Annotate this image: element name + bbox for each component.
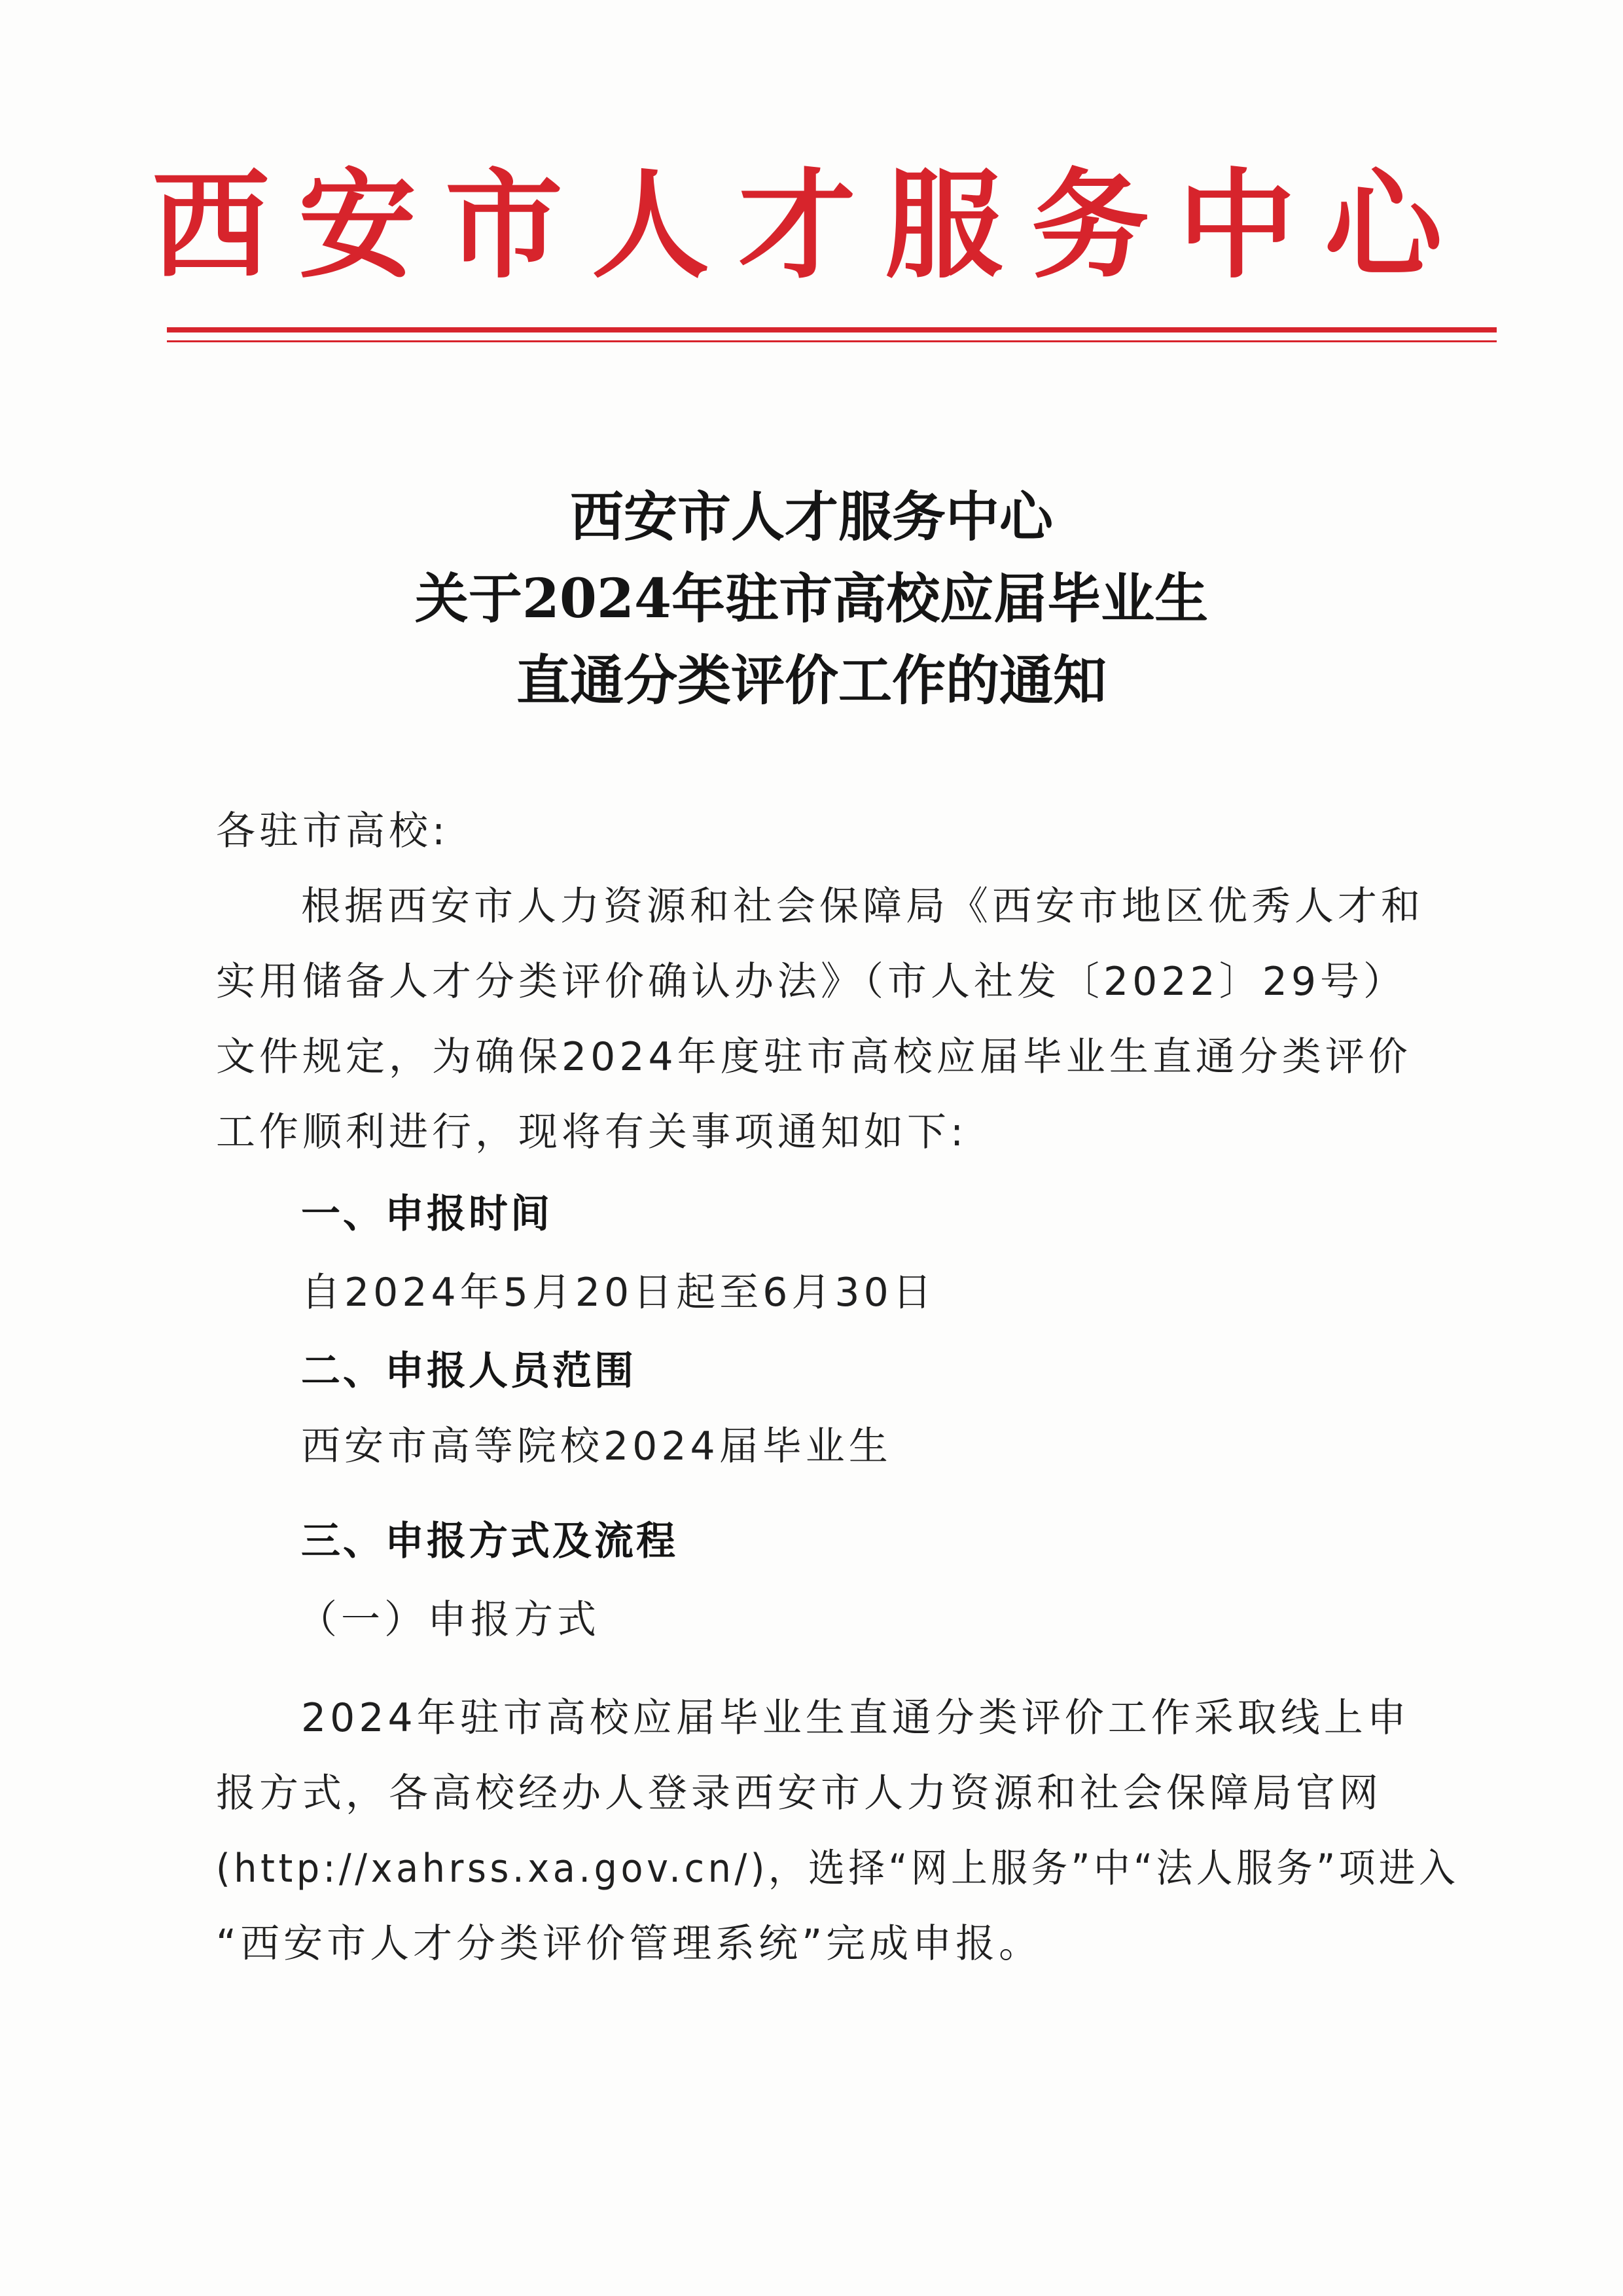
title-line-3: 直通分类评价工作的通知: [516, 649, 1107, 712]
letterhead-org-name: 西安市人才服务中心: [151, 156, 1471, 295]
section-3-line-4: “西安市人才分类评价管理系统”完成申报。: [216, 1921, 1043, 1967]
section-1-content: 自2024年5月20日起至6月30日: [301, 1270, 936, 1316]
letterhead-rule-thick: [167, 327, 1497, 332]
section-3-heading: 三、申报方式及流程: [301, 1518, 678, 1564]
section-2-content: 西安市高等院校2024届毕业生: [301, 1424, 892, 1469]
section-3-line-2: 报方式，各高校经办人登录西安市人力资源和社会保障局官网: [216, 1770, 1382, 1816]
section-3-line-3: (http://xahrss.xa.gov.cn/)，选择“网上服务”中“法人服务”项进入: [216, 1846, 1459, 1892]
title-line-2: 关于2024年驻市高校应届毕业生: [414, 567, 1209, 630]
section-3-line-1: 2024年驻市高校应届毕业生直通分类评价工作采取线上申: [301, 1695, 1410, 1741]
intro-line-4: 工作顺利进行，现将有关事项通知如下:: [216, 1109, 968, 1155]
section-2-heading: 二、申报人员范围: [301, 1348, 636, 1394]
section-1-heading: 一、申报时间: [301, 1191, 552, 1237]
letterhead-rule-thin: [167, 340, 1497, 342]
intro-line-1: 根据西安市人力资源和社会保障局《西安市地区优秀人才和: [301, 884, 1424, 929]
intro-line-2: 实用储备人才分类评价确认办法》（市人社发〔2022〕29号）: [216, 959, 1407, 1005]
intro-line-3: 文件规定，为确保2024年度驻市高校应届毕业生直通分类评价: [216, 1034, 1412, 1080]
title-line-1: 西安市人才服务中心: [569, 486, 1053, 548]
salutation: 各驻市高校:: [216, 808, 450, 854]
section-3-subheading: （一）申报方式: [298, 1597, 600, 1643]
